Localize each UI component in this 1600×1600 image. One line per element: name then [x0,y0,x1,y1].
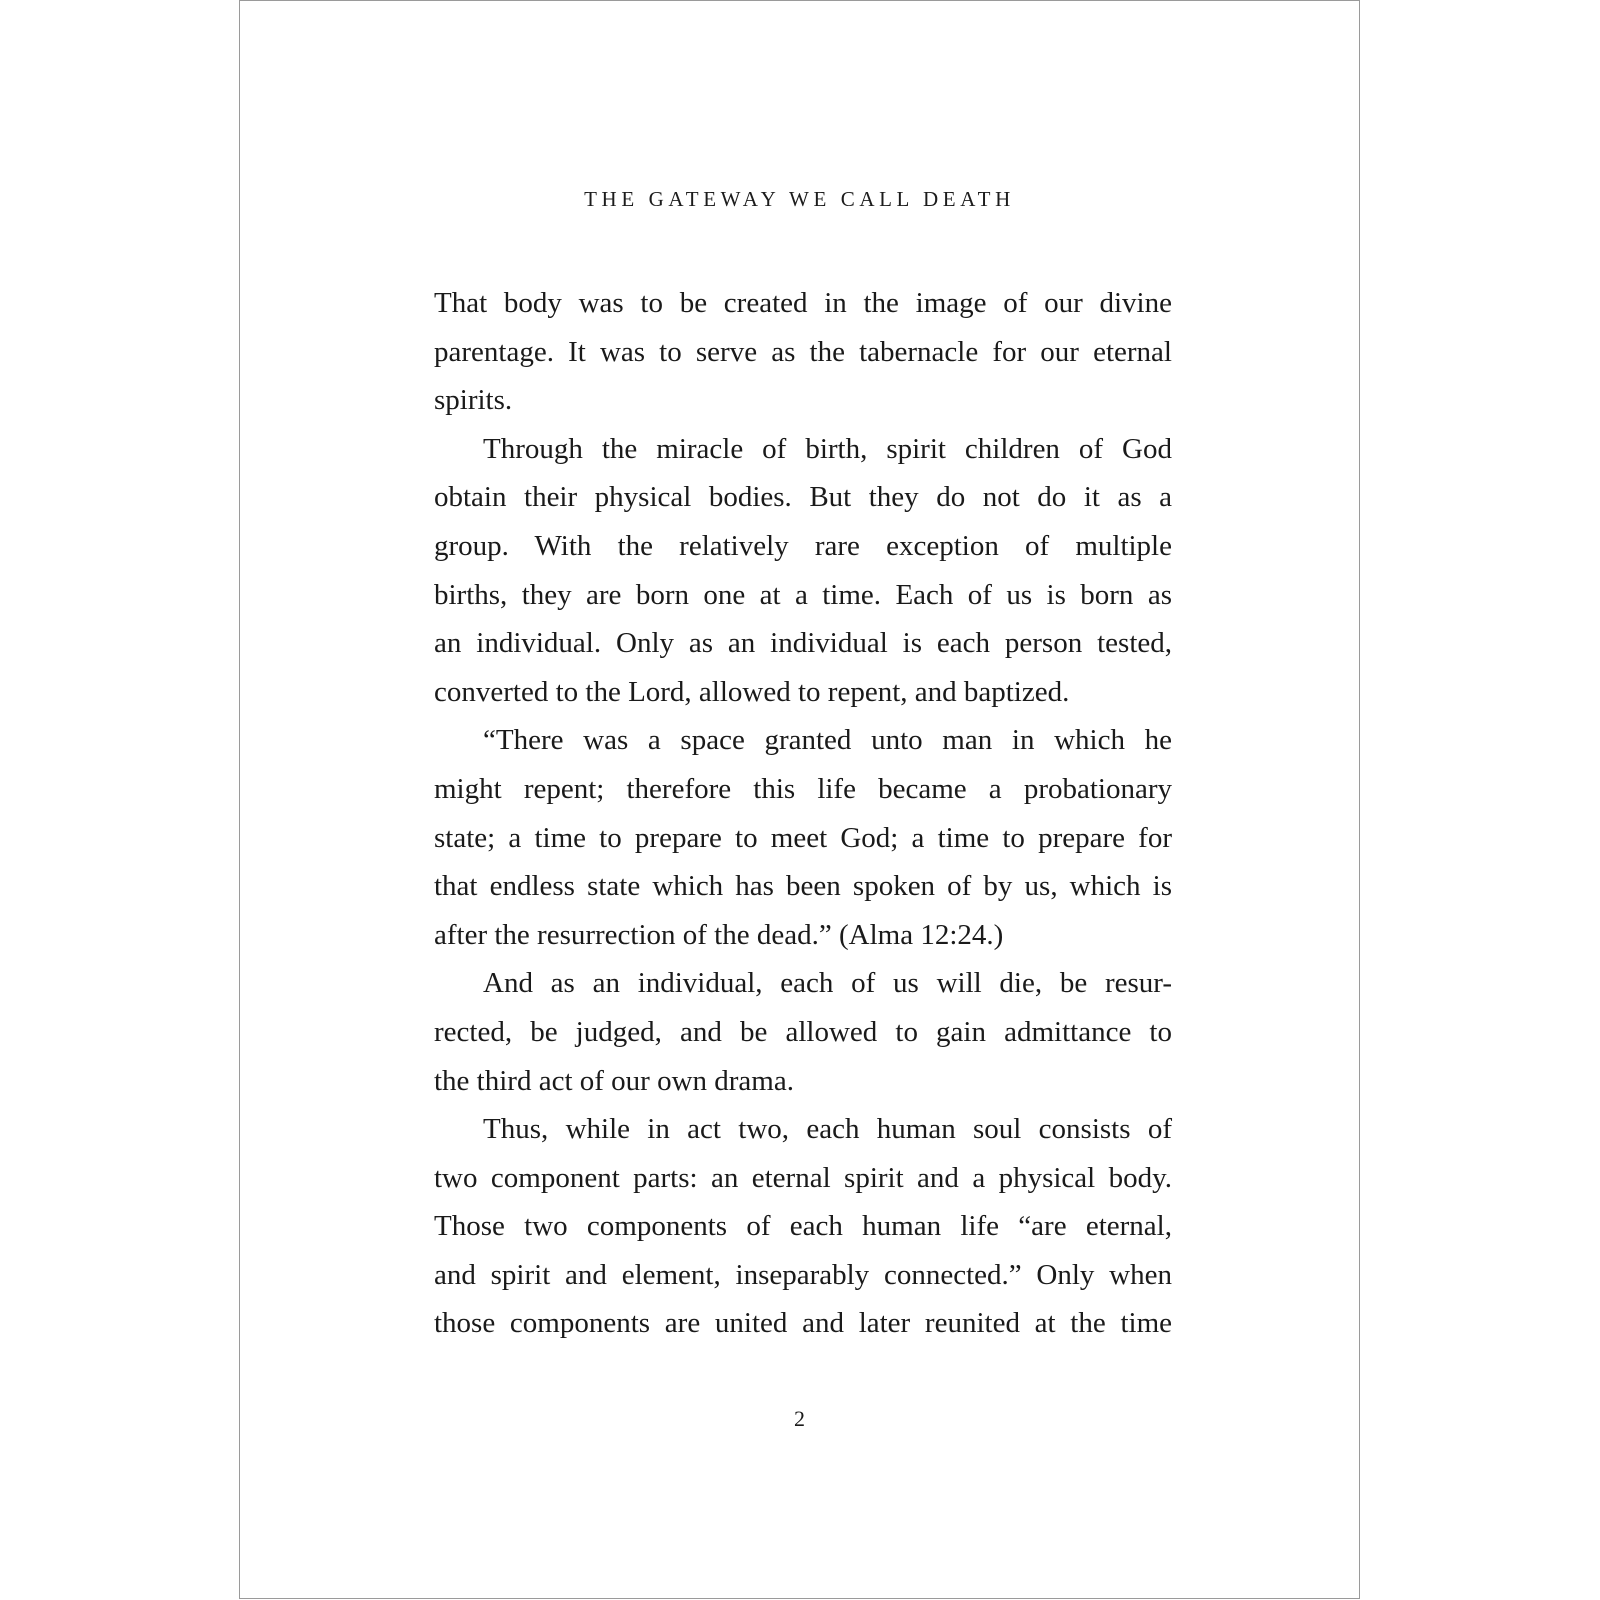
text-line: two component parts: an eternal spirit and a physical body. [434,1161,1172,1194]
text-line: Through the miracle of birth, spirit children of God [483,432,1172,465]
text-line: and spirit and element, inseparably connected.” Only when [434,1258,1172,1291]
text-line: group. With the relatively rare exception of multiple [434,529,1172,562]
text-line: an individual. Only as an individual is each person tested, [434,627,1172,660]
text-line: That body was to be created in the image of our divine [434,287,1172,319]
text-line: state; a time to prepare to meet God; a time to prepare for [434,821,1172,854]
text-line: Thus, while in act two, each human soul consists of [483,1113,1172,1146]
text-line: those components are united and later reunited at the time [434,1307,1172,1340]
text-line: births, they are born one at a time. Each of us is born as [434,578,1172,611]
text-line: Those two components of each human life “are eternal, [434,1210,1172,1243]
text-line: that endless state which has been spoken of by us, which is [434,870,1172,903]
book-page [239,0,1360,1599]
text-line: converted to the Lord, allowed to repent, and baptized. [434,675,1070,708]
body-text [434,279,1172,1348]
text-line: might repent; therefore this life became a probationary [434,772,1172,805]
text-line: And as an individual, each of us will die, be resur- [483,967,1172,1000]
text-line: obtain their physical bodies. But they do not do it as a [434,481,1172,514]
text-line: “There was a space granted unto man in which he [483,724,1172,757]
text-line: rected, be judged, and be allowed to gain admittance to [434,1015,1172,1048]
text-line: the third act of our own drama. [434,1064,794,1097]
text-line: after the resurrection of the dead.” (Alma 12:24.) [434,918,1004,951]
running-head: THE GATEWAY WE CALL DEATH [584,187,1015,211]
page-number: 2 [794,1406,805,1431]
text-line: parentage. It was to serve as the tabernacle for our eternal [434,335,1172,368]
text-line: spirits. [434,384,513,417]
